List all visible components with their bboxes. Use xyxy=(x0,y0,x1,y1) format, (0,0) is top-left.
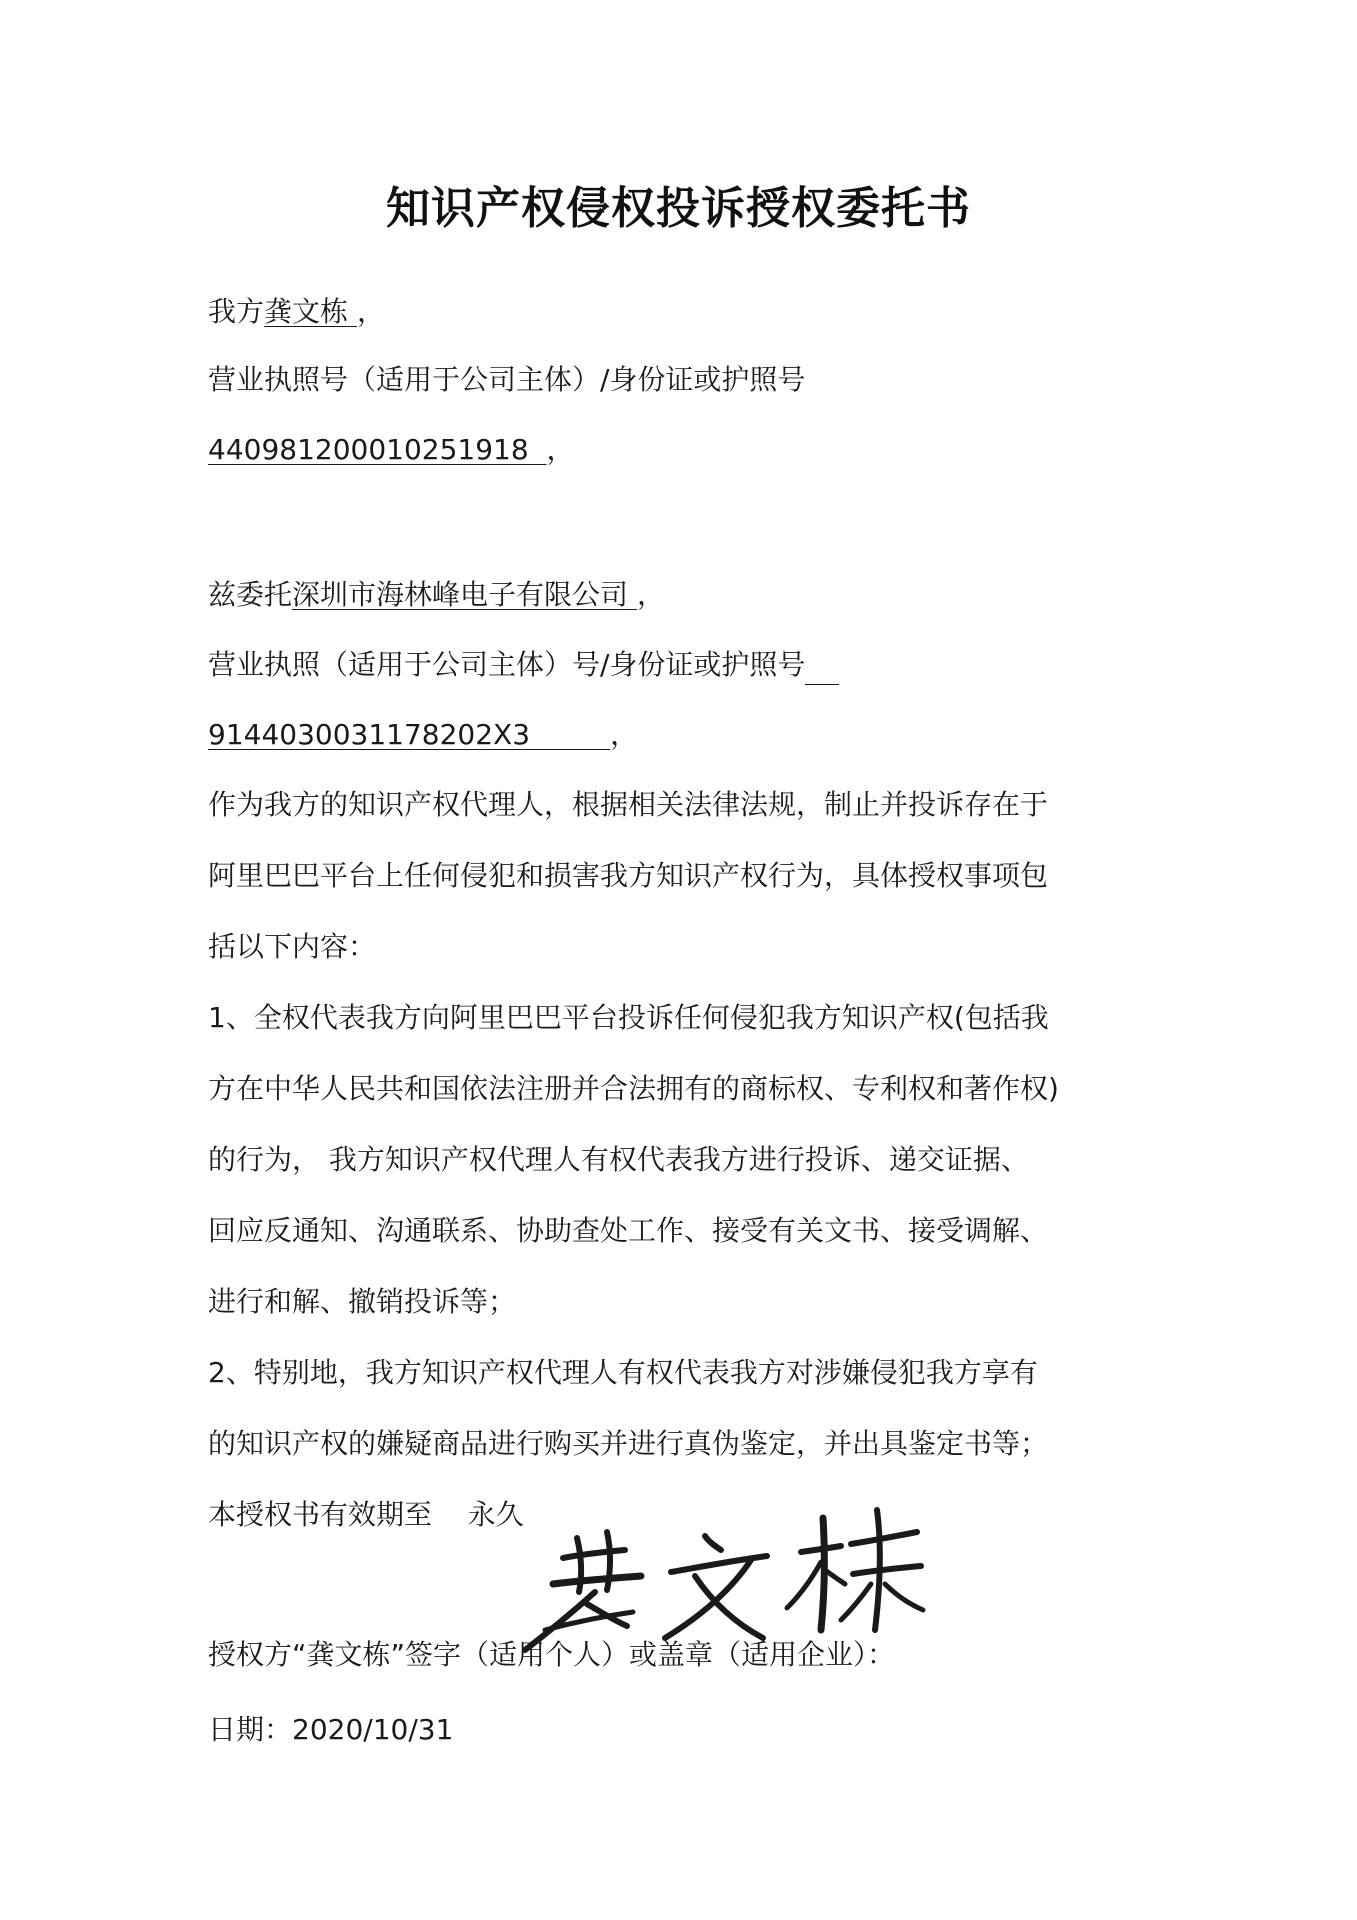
validity-line xyxy=(208,1495,524,1535)
item1-line: 回应反通知、沟通联系、协助查处工作、接受有关文书、接受调解、 xyxy=(208,1214,1049,1247)
agent-line xyxy=(208,575,665,615)
item1-line: 进行和解、撤销投诉等； xyxy=(208,1285,517,1318)
item1-line: 的行为， 我方知识产权代理人有权代表我方进行投诉、递交证据、 xyxy=(208,1143,1029,1176)
date-label: 日期： xyxy=(208,1713,293,1746)
agent-id-suffix: ， xyxy=(610,718,639,751)
principal-name: 龚文栋 xyxy=(264,295,349,328)
date-line xyxy=(208,1710,453,1750)
date-value: 2020/10/31 xyxy=(292,1713,454,1746)
item1-line: 1、全权代表我方向阿里巴巴平台投诉任何侵犯我方知识产权(包括我 xyxy=(208,1001,1049,1034)
agent-prefix: 兹委托 xyxy=(208,578,293,611)
principal-line xyxy=(208,292,385,332)
principal-prefix: 我方 xyxy=(208,295,265,328)
validity-label: 本授权书有效期至 xyxy=(208,1498,433,1531)
agent-id-label: 营业执照（适用于公司主体）号/身份证或护照号 xyxy=(208,648,806,681)
item1-line: 方在中华人民共和国依法注册并合法拥有的商标权、专利权和著作权) xyxy=(208,1072,1059,1105)
body-line: 阿里巴巴平台上任何侵犯和损害我方知识产权行为，具体授权事项包 xyxy=(208,859,1049,892)
item2-line: 的知识产权的嫌疑商品进行购买并进行真伪鉴定，并出具鉴定书等； xyxy=(208,1427,1049,1460)
agent-id-number: 9144030031178202X3 xyxy=(208,718,531,751)
agent-suffix: ， xyxy=(636,578,665,611)
validity-value: 永久 xyxy=(467,1498,524,1531)
principal-id-suffix: ， xyxy=(546,433,575,466)
document-title: 知识产权侵权投诉授权委托书 xyxy=(386,183,971,234)
agent-id-line xyxy=(208,715,638,755)
agent-id-label-line xyxy=(208,645,839,685)
principal-id-number: 440981200010251918 xyxy=(208,433,529,466)
agent-name: 深圳市海林峰电子有限公司 xyxy=(292,578,629,611)
item2-line: 2、特别地，我方知识产权代理人有权代表我方对涉嫌侵犯我方享有 xyxy=(208,1356,1038,1389)
body-line: 作为我方的知识产权代理人，根据相关法律法规，制止并投诉存在于 xyxy=(208,788,1049,821)
principal-suffix: ， xyxy=(356,295,385,328)
agent-id-blank xyxy=(805,652,839,685)
principal-id-line xyxy=(208,430,575,470)
signature-label-line: 授权方“龚文栋”签字（适用个人）或盖章（适用企业）： xyxy=(208,1638,896,1671)
principal-id-label: 营业执照号（适用于公司主体）/身份证或护照号 xyxy=(208,363,806,396)
handwritten-signature xyxy=(505,1480,945,1660)
body-line: 括以下内容： xyxy=(208,930,377,963)
